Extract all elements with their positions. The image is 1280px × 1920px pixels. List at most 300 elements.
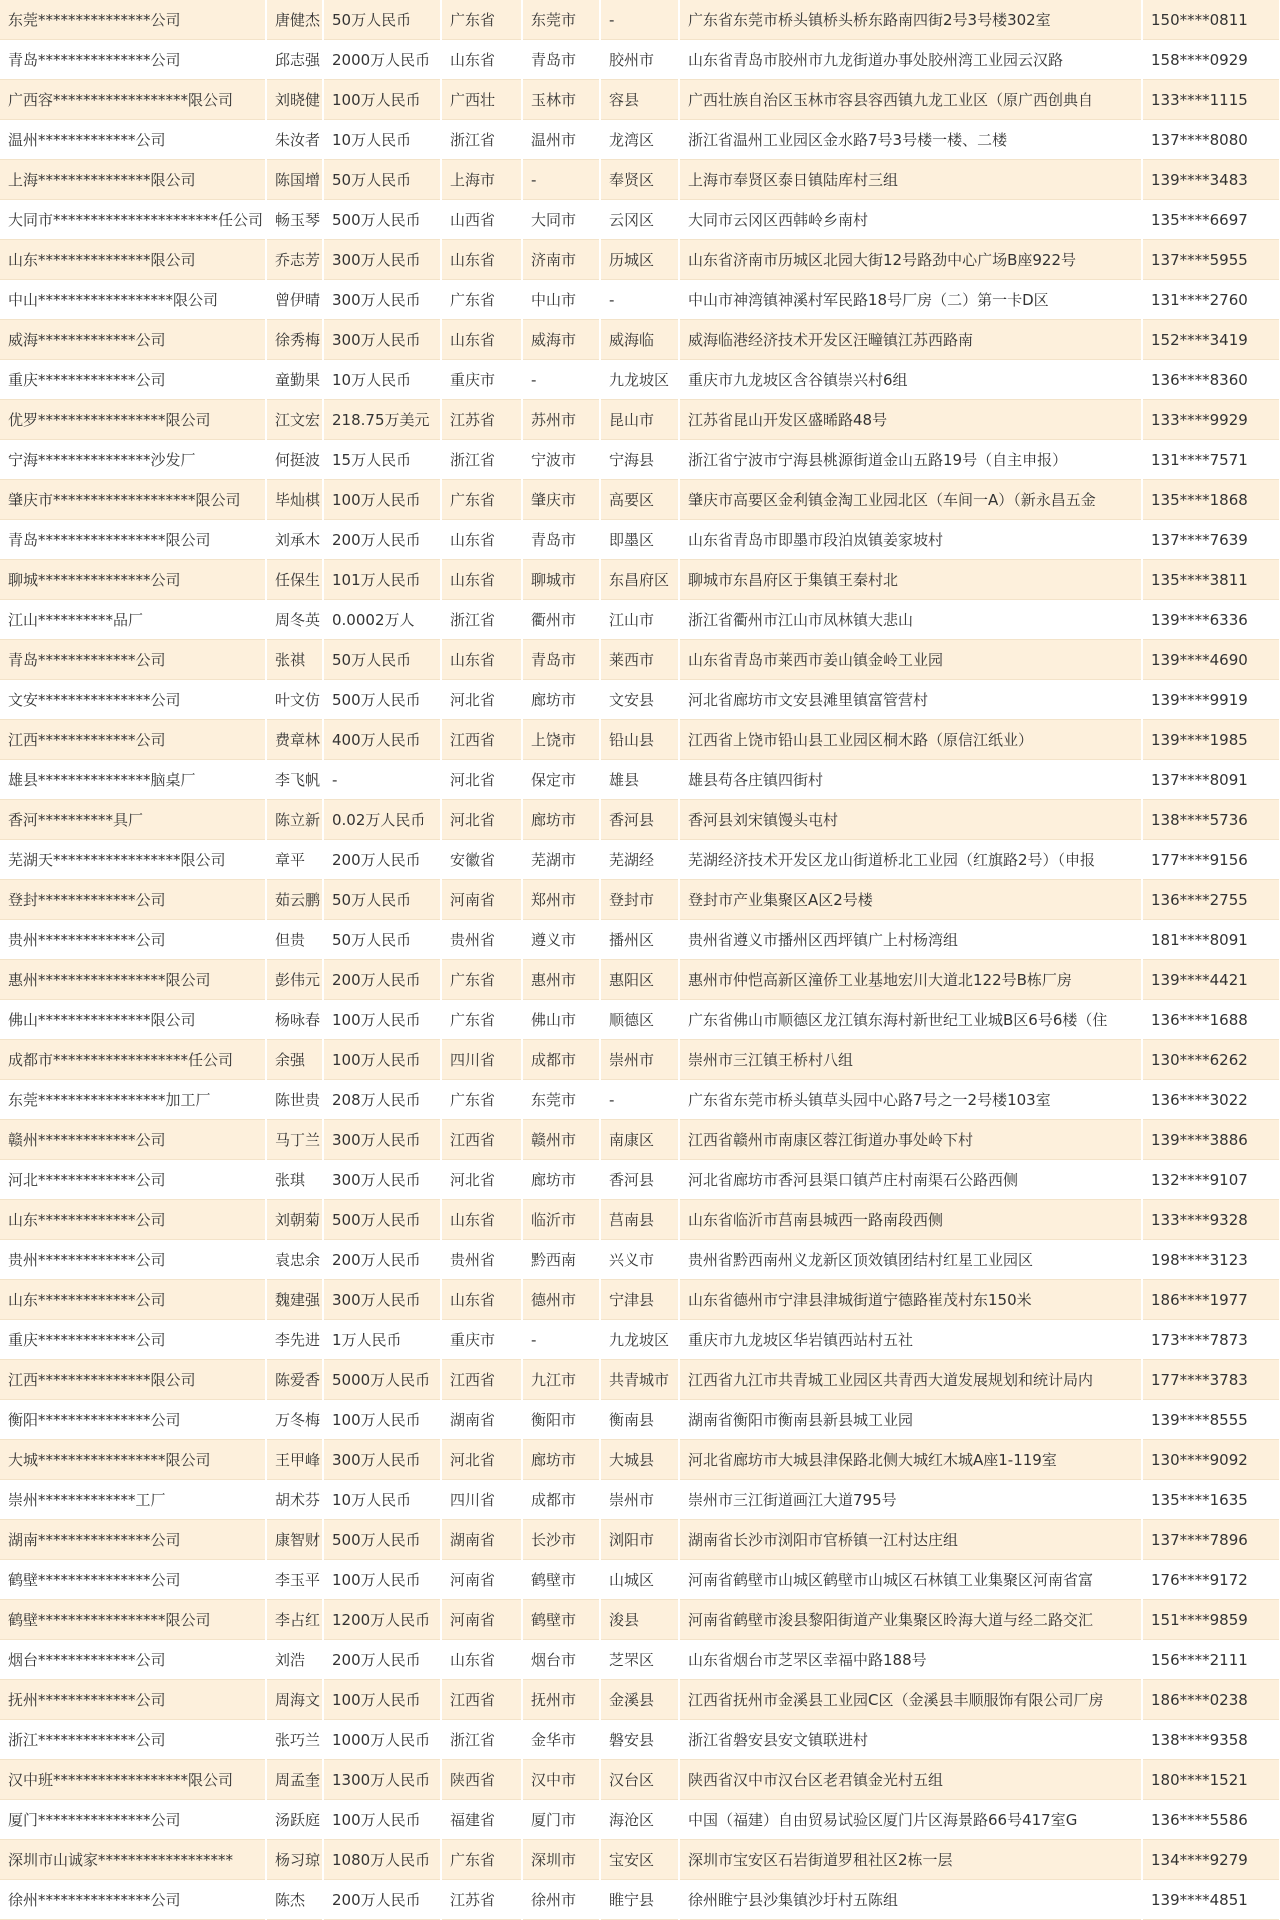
contact-person-cell: 刘承木 (266, 520, 323, 560)
table-row (0, 1080, 1280, 1120)
phone-cell: 151****9859 (1142, 1600, 1280, 1640)
district-cell: 汉台区 (600, 1760, 679, 1800)
province-cell: 浙江省 (441, 120, 522, 160)
district-cell: 即墨区 (600, 520, 679, 560)
province-cell: 上海市 (441, 160, 522, 200)
table-row (0, 640, 1280, 680)
contact-person-cell: 刘浩 (266, 1640, 323, 1680)
phone-cell: 132****9107 (1142, 1160, 1280, 1200)
phone-cell: 173****7873 (1142, 1320, 1280, 1360)
district-cell: 惠阳区 (600, 960, 679, 1000)
phone-cell: 136****1688 (1142, 1000, 1280, 1040)
province-cell: 山东省 (441, 1640, 522, 1680)
city-cell: 抚州市 (522, 1680, 600, 1720)
contact-person-cell: 何挺波 (266, 440, 323, 480)
district-cell: 雄县 (600, 760, 679, 800)
table-row (0, 1720, 1280, 1760)
table-row (0, 1280, 1280, 1320)
company-name-cell: 登封*************公司 (0, 880, 266, 920)
company-name-cell: 徐州***************公司 (0, 1880, 266, 1920)
district-cell: 睢宁县 (600, 1880, 679, 1920)
company-name-cell: 青岛*****************限公司 (0, 520, 266, 560)
registered-capital-cell: 300万人民币 (323, 280, 441, 320)
table-row (0, 1840, 1280, 1880)
table-row (0, 200, 1280, 240)
contact-person-cell: 李先进 (266, 1320, 323, 1360)
address-cell: 贵州省黔西南州义龙新区顶效镇团结村红星工业园区 (679, 1240, 1142, 1280)
registered-capital-cell: 500万人民币 (323, 680, 441, 720)
company-name-cell: 江西***************限公司 (0, 1360, 266, 1400)
address-cell: 广东省佛山市顺德区龙江镇东海村新世纪工业城B区6号6楼（住 (679, 1000, 1142, 1040)
table-row (0, 160, 1280, 200)
phone-cell: 177****9156 (1142, 840, 1280, 880)
registered-capital-cell: 10万人民币 (323, 1480, 441, 1520)
table-row (0, 840, 1280, 880)
registered-capital-cell: 50万人民币 (323, 160, 441, 200)
city-cell: 大同市 (522, 200, 600, 240)
company-name-cell: 湖南***************公司 (0, 1520, 266, 1560)
district-cell: 登封市 (600, 880, 679, 920)
table-row (0, 1240, 1280, 1280)
contact-person-cell: 魏建强 (266, 1280, 323, 1320)
province-cell: 山东省 (441, 240, 522, 280)
address-cell: 惠州市仲恺高新区潼侨工业基地宏川大道北122号B栋厂房 (679, 960, 1142, 1000)
phone-cell: 139****3483 (1142, 160, 1280, 200)
registered-capital-cell: 200万人民币 (323, 520, 441, 560)
city-cell: 徐州市 (522, 1880, 600, 1920)
contact-person-cell: 杨习琼 (266, 1840, 323, 1880)
province-cell: 湖南省 (441, 1400, 522, 1440)
company-name-cell: 广西容******************限公司 (0, 80, 266, 120)
address-cell: 浙江省衢州市江山市凤林镇大悲山 (679, 600, 1142, 640)
province-cell: 河南省 (441, 1600, 522, 1640)
phone-cell: 137****8091 (1142, 760, 1280, 800)
district-cell: - (600, 1080, 679, 1120)
province-cell: 陕西省 (441, 1760, 522, 1800)
province-cell: 广东省 (441, 960, 522, 1000)
company-name-cell: 浙江*************公司 (0, 1720, 266, 1760)
contact-person-cell: 叶文仿 (266, 680, 323, 720)
district-cell: 金溪县 (600, 1680, 679, 1720)
district-cell: 山城区 (600, 1560, 679, 1600)
table-row (0, 40, 1280, 80)
contact-person-cell: 张巧兰 (266, 1720, 323, 1760)
province-cell: 贵州省 (441, 920, 522, 960)
district-cell: 东昌府区 (600, 560, 679, 600)
city-cell: 廊坊市 (522, 1160, 600, 1200)
table-row (0, 1200, 1280, 1240)
table-row (0, 720, 1280, 760)
company-name-cell: 衡阳***************公司 (0, 1400, 266, 1440)
company-name-cell: 赣州*************公司 (0, 1120, 266, 1160)
province-cell: 江西省 (441, 1680, 522, 1720)
province-cell: 贵州省 (441, 1240, 522, 1280)
phone-cell: 139****9919 (1142, 680, 1280, 720)
city-cell: 聊城市 (522, 560, 600, 600)
table-row (0, 880, 1280, 920)
district-cell: 莒南县 (600, 1200, 679, 1240)
district-cell: 芝罘区 (600, 1640, 679, 1680)
contact-person-cell: 畅玉琴 (266, 200, 323, 240)
registered-capital-cell: 100万人民币 (323, 1560, 441, 1600)
phone-cell: 176****9172 (1142, 1560, 1280, 1600)
company-name-cell: 优罗*****************限公司 (0, 400, 266, 440)
company-name-cell: 鹤壁*****************限公司 (0, 1600, 266, 1640)
province-cell: 广东省 (441, 1840, 522, 1880)
company-name-cell: 重庆*************公司 (0, 1320, 266, 1360)
registered-capital-cell: 208万人民币 (323, 1080, 441, 1120)
city-cell: 廊坊市 (522, 1440, 600, 1480)
phone-cell: 152****3419 (1142, 320, 1280, 360)
province-cell: 山东省 (441, 1200, 522, 1240)
city-cell: 青岛市 (522, 40, 600, 80)
table-row (0, 320, 1280, 360)
registered-capital-cell: 100万人民币 (323, 1680, 441, 1720)
province-cell: 山东省 (441, 40, 522, 80)
phone-cell: 135****1868 (1142, 480, 1280, 520)
registered-capital-cell: 500万人民币 (323, 200, 441, 240)
address-cell: 江西省九江市共青城工业园区共青西大道发展规划和统计局内 (679, 1360, 1142, 1400)
contact-person-cell: 胡术芬 (266, 1480, 323, 1520)
city-cell: 东莞市 (522, 0, 600, 40)
contact-person-cell: 彭伟元 (266, 960, 323, 1000)
address-cell: 中山市神湾镇神溪村军民路18号厂房（二）第一卡D区 (679, 280, 1142, 320)
registered-capital-cell: 300万人民币 (323, 240, 441, 280)
contact-person-cell: 陈立新 (266, 800, 323, 840)
registered-capital-cell: 200万人民币 (323, 960, 441, 1000)
city-cell: 佛山市 (522, 1000, 600, 1040)
address-cell: 山东省青岛市胶州市九龙街道办事处胶州湾工业园云汉路 (679, 40, 1142, 80)
province-cell: 江西省 (441, 1360, 522, 1400)
address-cell: 徐州睢宁县沙集镇沙圩村五陈组 (679, 1880, 1142, 1920)
province-cell: 四川省 (441, 1480, 522, 1520)
city-cell: 上饶市 (522, 720, 600, 760)
address-cell: 大同市云冈区西韩岭乡南村 (679, 200, 1142, 240)
city-cell: 青岛市 (522, 520, 600, 560)
district-cell: 崇州市 (600, 1040, 679, 1080)
city-cell: 深圳市 (522, 1840, 600, 1880)
table-row (0, 920, 1280, 960)
city-cell: 衡阳市 (522, 1400, 600, 1440)
district-cell: 磐安县 (600, 1720, 679, 1760)
registered-capital-cell: 1000万人民币 (323, 1720, 441, 1760)
contact-person-cell: 陈爱香 (266, 1360, 323, 1400)
table-row (0, 1520, 1280, 1560)
address-cell: 山东省济南市历城区北园大街12号路劲中心广场B座922号 (679, 240, 1142, 280)
company-name-cell: 重庆*************公司 (0, 360, 266, 400)
contact-person-cell: 李占红 (266, 1600, 323, 1640)
address-cell: 江西省抚州市金溪县工业园C区（金溪县丰顺服饰有限公司厂房 (679, 1680, 1142, 1720)
province-cell: 浙江省 (441, 600, 522, 640)
table-row (0, 1800, 1280, 1840)
district-cell: 龙湾区 (600, 120, 679, 160)
company-name-cell: 大城*****************限公司 (0, 1440, 266, 1480)
address-cell: 山东省烟台市芝罘区幸福中路188号 (679, 1640, 1142, 1680)
district-cell: 浚县 (600, 1600, 679, 1640)
city-cell: 玉林市 (522, 80, 600, 120)
table-row (0, 1640, 1280, 1680)
table-row (0, 960, 1280, 1000)
phone-cell: 131****7571 (1142, 440, 1280, 480)
company-name-cell: 雄县***************脑桌厂 (0, 760, 266, 800)
address-cell: 重庆市九龙坡区含谷镇崇兴村6组 (679, 360, 1142, 400)
table-row (0, 1040, 1280, 1080)
registered-capital-cell: 50万人民币 (323, 640, 441, 680)
phone-cell: 156****2111 (1142, 1640, 1280, 1680)
table-row (0, 1000, 1280, 1040)
province-cell: 山东省 (441, 520, 522, 560)
contact-person-cell: 邱志强 (266, 40, 323, 80)
city-cell: 济南市 (522, 240, 600, 280)
phone-cell: 136****5586 (1142, 1800, 1280, 1840)
city-cell: - (522, 360, 600, 400)
district-cell: 文安县 (600, 680, 679, 720)
phone-cell: 139****4690 (1142, 640, 1280, 680)
address-cell: 聊城市东昌府区于集镇王秦村北 (679, 560, 1142, 600)
contact-person-cell: 乔志芳 (266, 240, 323, 280)
table-row (0, 480, 1280, 520)
address-cell: 登封市产业集聚区A区2号楼 (679, 880, 1142, 920)
registered-capital-cell: 500万人民币 (323, 1200, 441, 1240)
city-cell: 临沂市 (522, 1200, 600, 1240)
province-cell: 浙江省 (441, 440, 522, 480)
table-row (0, 1880, 1280, 1920)
district-cell: 铅山县 (600, 720, 679, 760)
city-cell: 苏州市 (522, 400, 600, 440)
address-cell: 雄县苟各庄镇四街村 (679, 760, 1142, 800)
contact-person-cell: 陈世贵 (266, 1080, 323, 1120)
registered-capital-cell: 200万人民币 (323, 1640, 441, 1680)
city-cell: 鹤壁市 (522, 1560, 600, 1600)
district-cell: 顺德区 (600, 1000, 679, 1040)
city-cell: 汉中市 (522, 1760, 600, 1800)
contact-person-cell: 朱汝者 (266, 120, 323, 160)
province-cell: 山西省 (441, 200, 522, 240)
registered-capital-cell: 100万人民币 (323, 1400, 441, 1440)
registered-capital-cell: 2000万人民币 (323, 40, 441, 80)
company-name-cell: 成都市******************任公司 (0, 1040, 266, 1080)
contact-person-cell: 章平 (266, 840, 323, 880)
table-row (0, 1480, 1280, 1520)
registered-capital-cell: 100万人民币 (323, 1000, 441, 1040)
table-row (0, 1400, 1280, 1440)
address-cell: 河南省鹤壁市浚县黎阳街道产业集聚区昤海大道与经二路交汇 (679, 1600, 1142, 1640)
company-name-cell: 中山******************限公司 (0, 280, 266, 320)
district-cell: 浏阳市 (600, 1520, 679, 1560)
city-cell: 东莞市 (522, 1080, 600, 1120)
registered-capital-cell: 200万人民币 (323, 840, 441, 880)
phone-cell: 131****2760 (1142, 280, 1280, 320)
phone-cell: 139****4421 (1142, 960, 1280, 1000)
district-cell: 威海临 (600, 320, 679, 360)
contact-person-cell: 费章林 (266, 720, 323, 760)
city-cell: 成都市 (522, 1040, 600, 1080)
city-cell: 金华市 (522, 1720, 600, 1760)
company-name-cell: 青岛***************公司 (0, 40, 266, 80)
district-cell: 兴义市 (600, 1240, 679, 1280)
table-row (0, 1360, 1280, 1400)
city-cell: 廊坊市 (522, 680, 600, 720)
address-cell: 山东省临沂市莒南县城西一路南段西侧 (679, 1200, 1142, 1240)
city-cell: 肇庆市 (522, 480, 600, 520)
company-name-cell: 东莞*****************加工厂 (0, 1080, 266, 1120)
registered-capital-cell: 200万人民币 (323, 1880, 441, 1920)
contact-person-cell: 张祺 (266, 640, 323, 680)
phone-cell: 177****3783 (1142, 1360, 1280, 1400)
district-cell: 九龙坡区 (600, 1320, 679, 1360)
contact-person-cell: 周孟奎 (266, 1760, 323, 1800)
address-cell: 浙江省磐安县安文镇联进村 (679, 1720, 1142, 1760)
registered-capital-cell: 10万人民币 (323, 120, 441, 160)
company-name-cell: 大同市**********************任公司 (0, 200, 266, 240)
registered-capital-cell: 50万人民币 (323, 0, 441, 40)
table-row (0, 1120, 1280, 1160)
district-cell: 胶州市 (600, 40, 679, 80)
table-row (0, 560, 1280, 600)
province-cell: 广东省 (441, 0, 522, 40)
city-cell: 九江市 (522, 1360, 600, 1400)
district-cell: 宁海县 (600, 440, 679, 480)
contact-person-cell: 李飞帆 (266, 760, 323, 800)
province-cell: 江西省 (441, 1120, 522, 1160)
company-name-cell: 贵州*************公司 (0, 920, 266, 960)
city-cell: 郑州市 (522, 880, 600, 920)
company-name-cell: 山东*************公司 (0, 1200, 266, 1240)
table-row (0, 360, 1280, 400)
company-name-cell: 文安***************公司 (0, 680, 266, 720)
registered-capital-cell: 5000万人民币 (323, 1360, 441, 1400)
province-cell: 河北省 (441, 760, 522, 800)
province-cell: 安徽省 (441, 840, 522, 880)
contact-person-cell: 茹云鹏 (266, 880, 323, 920)
contact-person-cell: 周海文 (266, 1680, 323, 1720)
address-cell: 威海临港经济技术开发区汪疃镇江苏西路南 (679, 320, 1142, 360)
district-cell: 莱西市 (600, 640, 679, 680)
contact-person-cell: 刘朝菊 (266, 1200, 323, 1240)
province-cell: 河北省 (441, 1440, 522, 1480)
table-row (0, 1160, 1280, 1200)
table-row (0, 1680, 1280, 1720)
address-cell: 贵州省遵义市播州区西坪镇广上村杨湾组 (679, 920, 1142, 960)
table-row (0, 1320, 1280, 1360)
city-cell: 保定市 (522, 760, 600, 800)
address-cell: 河北省廊坊市大城县津保路北侧大城红木城A座1-119室 (679, 1440, 1142, 1480)
province-cell: 河南省 (441, 1560, 522, 1600)
phone-cell: 139****8555 (1142, 1400, 1280, 1440)
province-cell: 广东省 (441, 480, 522, 520)
province-cell: 重庆市 (441, 1320, 522, 1360)
table-row (0, 1600, 1280, 1640)
company-name-cell: 温州*************公司 (0, 120, 266, 160)
phone-cell: 134****9279 (1142, 1840, 1280, 1880)
registered-capital-cell: 101万人民币 (323, 560, 441, 600)
phone-cell: 133****1115 (1142, 80, 1280, 120)
registered-capital-cell: 0.0002万人 (323, 600, 441, 640)
company-name-cell: 惠州*****************限公司 (0, 960, 266, 1000)
company-name-cell: 山东*************公司 (0, 1280, 266, 1320)
contact-person-cell: 余强 (266, 1040, 323, 1080)
company-name-cell: 厦门***************公司 (0, 1800, 266, 1840)
address-cell: 湖南省衡阳市衡南县新县城工业园 (679, 1400, 1142, 1440)
phone-cell: 135****6697 (1142, 200, 1280, 240)
district-cell: 宁津县 (600, 1280, 679, 1320)
address-cell: 上海市奉贤区泰日镇陆库村三组 (679, 160, 1142, 200)
contact-person-cell: 杨咏春 (266, 1000, 323, 1040)
contact-person-cell: 刘晓健 (266, 80, 323, 120)
contact-person-cell: 王甲峰 (266, 1440, 323, 1480)
phone-cell: 136****3022 (1142, 1080, 1280, 1120)
address-cell: 浙江省温州工业园区金水路7号3号楼一楼、二楼 (679, 120, 1142, 160)
company-name-cell: 鹤壁***************公司 (0, 1560, 266, 1600)
district-cell: 南康区 (600, 1120, 679, 1160)
district-cell: 容县 (600, 80, 679, 120)
registered-capital-cell: 218.75万美元 (323, 400, 441, 440)
registered-capital-cell: 100万人民币 (323, 80, 441, 120)
registered-capital-cell: 100万人民币 (323, 1040, 441, 1080)
registered-capital-cell: 300万人民币 (323, 1120, 441, 1160)
city-cell: 德州市 (522, 1280, 600, 1320)
district-cell: 高要区 (600, 480, 679, 520)
province-cell: 浙江省 (441, 1720, 522, 1760)
phone-cell: 186****1977 (1142, 1280, 1280, 1320)
company-name-cell: 贵州*************公司 (0, 1240, 266, 1280)
city-cell: 惠州市 (522, 960, 600, 1000)
phone-cell: 136****2755 (1142, 880, 1280, 920)
phone-cell: 135****3811 (1142, 560, 1280, 600)
phone-cell: 137****8080 (1142, 120, 1280, 160)
company-name-cell: 香河**********具厂 (0, 800, 266, 840)
table-row (0, 600, 1280, 640)
phone-cell: 139****6336 (1142, 600, 1280, 640)
contact-person-cell: 陈杰 (266, 1880, 323, 1920)
registered-capital-cell: 200万人民币 (323, 1240, 441, 1280)
address-cell: 陕西省汉中市汉台区老君镇金光村五组 (679, 1760, 1142, 1800)
contact-person-cell: 周冬英 (266, 600, 323, 640)
registered-capital-cell: 1万人民币 (323, 1320, 441, 1360)
company-name-cell: 汉中班******************限公司 (0, 1760, 266, 1800)
contact-person-cell: 毕灿棋 (266, 480, 323, 520)
registered-capital-cell: 300万人民币 (323, 1280, 441, 1320)
district-cell: 昆山市 (600, 400, 679, 440)
city-cell: 青岛市 (522, 640, 600, 680)
city-cell: 廊坊市 (522, 800, 600, 840)
contact-person-cell: 陈国增 (266, 160, 323, 200)
city-cell: 烟台市 (522, 1640, 600, 1680)
address-cell: 广西壮族自治区玉林市容县容西镇九龙工业区（原广西创典自 (679, 80, 1142, 120)
city-cell: 赣州市 (522, 1120, 600, 1160)
address-cell: 芜湖经济技术开发区龙山街道桥北工业园（红旗路2号）（申报 (679, 840, 1142, 880)
registered-capital-cell: 1200万人民币 (323, 1600, 441, 1640)
address-cell: 肇庆市高要区金利镇金淘工业园北区（车间一A）（新永昌五金 (679, 480, 1142, 520)
address-cell: 山东省青岛市莱西市姜山镇金岭工业园 (679, 640, 1142, 680)
province-cell: 河北省 (441, 680, 522, 720)
contact-person-cell: 徐秀梅 (266, 320, 323, 360)
phone-cell: 186****0238 (1142, 1680, 1280, 1720)
province-cell: 江苏省 (441, 1880, 522, 1920)
company-name-cell: 聊城***************公司 (0, 560, 266, 600)
registered-capital-cell: 15万人民币 (323, 440, 441, 480)
city-cell: 威海市 (522, 320, 600, 360)
district-cell: 崇州市 (600, 1480, 679, 1520)
registered-capital-cell: 500万人民币 (323, 1520, 441, 1560)
district-cell: 香河县 (600, 800, 679, 840)
address-cell: 香河县刘宋镇馒头屯村 (679, 800, 1142, 840)
phone-cell: 136****8360 (1142, 360, 1280, 400)
city-cell: 黔西南 (522, 1240, 600, 1280)
contact-person-cell: 马丁兰 (266, 1120, 323, 1160)
district-cell: 芜湖经 (600, 840, 679, 880)
city-cell: 中山市 (522, 280, 600, 320)
